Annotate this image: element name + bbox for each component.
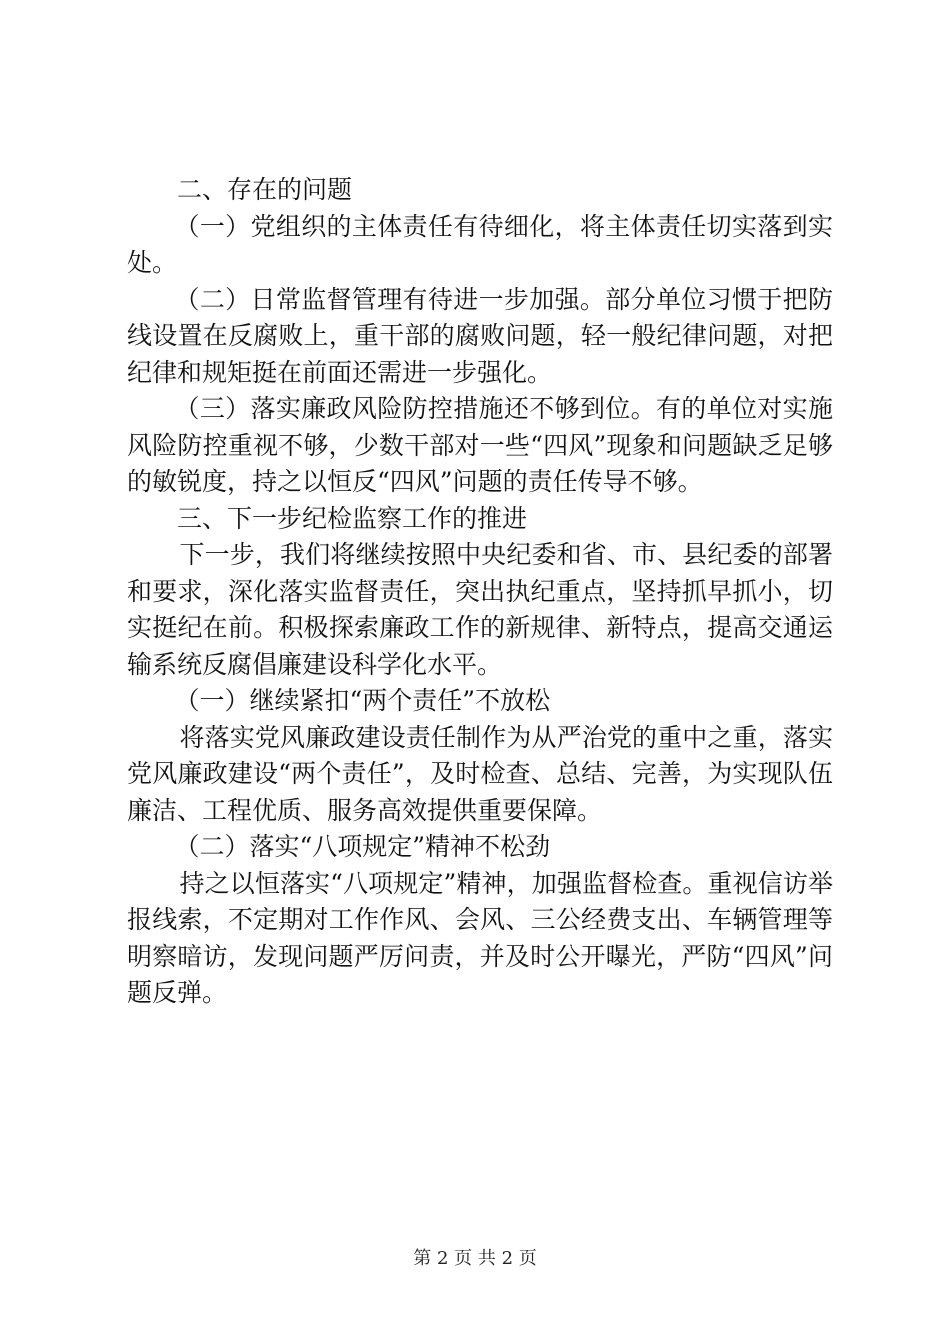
subheading-eight-regulations: （二）落实“八项规定”精神不松劲: [174, 832, 551, 861]
paragraph-problem-1: （一）党组织的主体责任有待细化，将主体责任切实落到实处。: [127, 211, 833, 277]
section-heading-problems: 二、存在的问题: [177, 175, 353, 204]
document-body: [127, 172, 833, 1012]
page-number-footer: 第 2 页 共 2 页: [413, 1248, 537, 1269]
paragraph-next-steps-intro: 下一步，我们将继续按照中央纪委和省、市、县纪委的部署和要求，深化落实监督责任，突出执纪重点，坚持抓早抓小，切实挺纪在前。积极探索廉政工作的新规律、新特点，提高交通运输系统反腐倡廉建设科学化水平。: [127, 540, 833, 679]
paragraph-two-responsibilities: 将落实党风廉政建设责任制作为从严治党的重中之重，落实党风廉政建设“两个责任”，及时检查、总结、完善，为实现队伍廉洁、工程优质、服务高效提供重要保障。: [127, 722, 833, 825]
section-heading-next-steps: 三、下一步纪检监察工作的推进: [177, 503, 528, 533]
paragraph-problem-2: （二）日常监督管理有待进一步加强。部分单位习惯于把防线设置在反腐败上，重干部的腐败问题，轻一般纪律问题，对把纪律和规矩挺在前面还需进一步强化。: [127, 284, 833, 387]
subheading-two-responsibilities: （一）继续紧扣“两个责任”不放松: [174, 686, 551, 715]
paragraph-problem-3: （三）落实廉政风险防控措施还不够到位。有的单位对实施风险防控重视不够，少数干部对一些“四风”现象和问题缺乏足够的敏锐度，持之以恒反“四风”问题的责任传导不够。: [127, 394, 833, 496]
paragraph-eight-regulations: 持之以恒落实“八项规定”精神，加强监督检查。重视信访举报线索，不定期对工作作风、会风、三公经费支出、车辆管理等明察暗访，发现问题严厉问责，并及时公开曝光，严防“四风”问题反弹。: [127, 868, 833, 1007]
